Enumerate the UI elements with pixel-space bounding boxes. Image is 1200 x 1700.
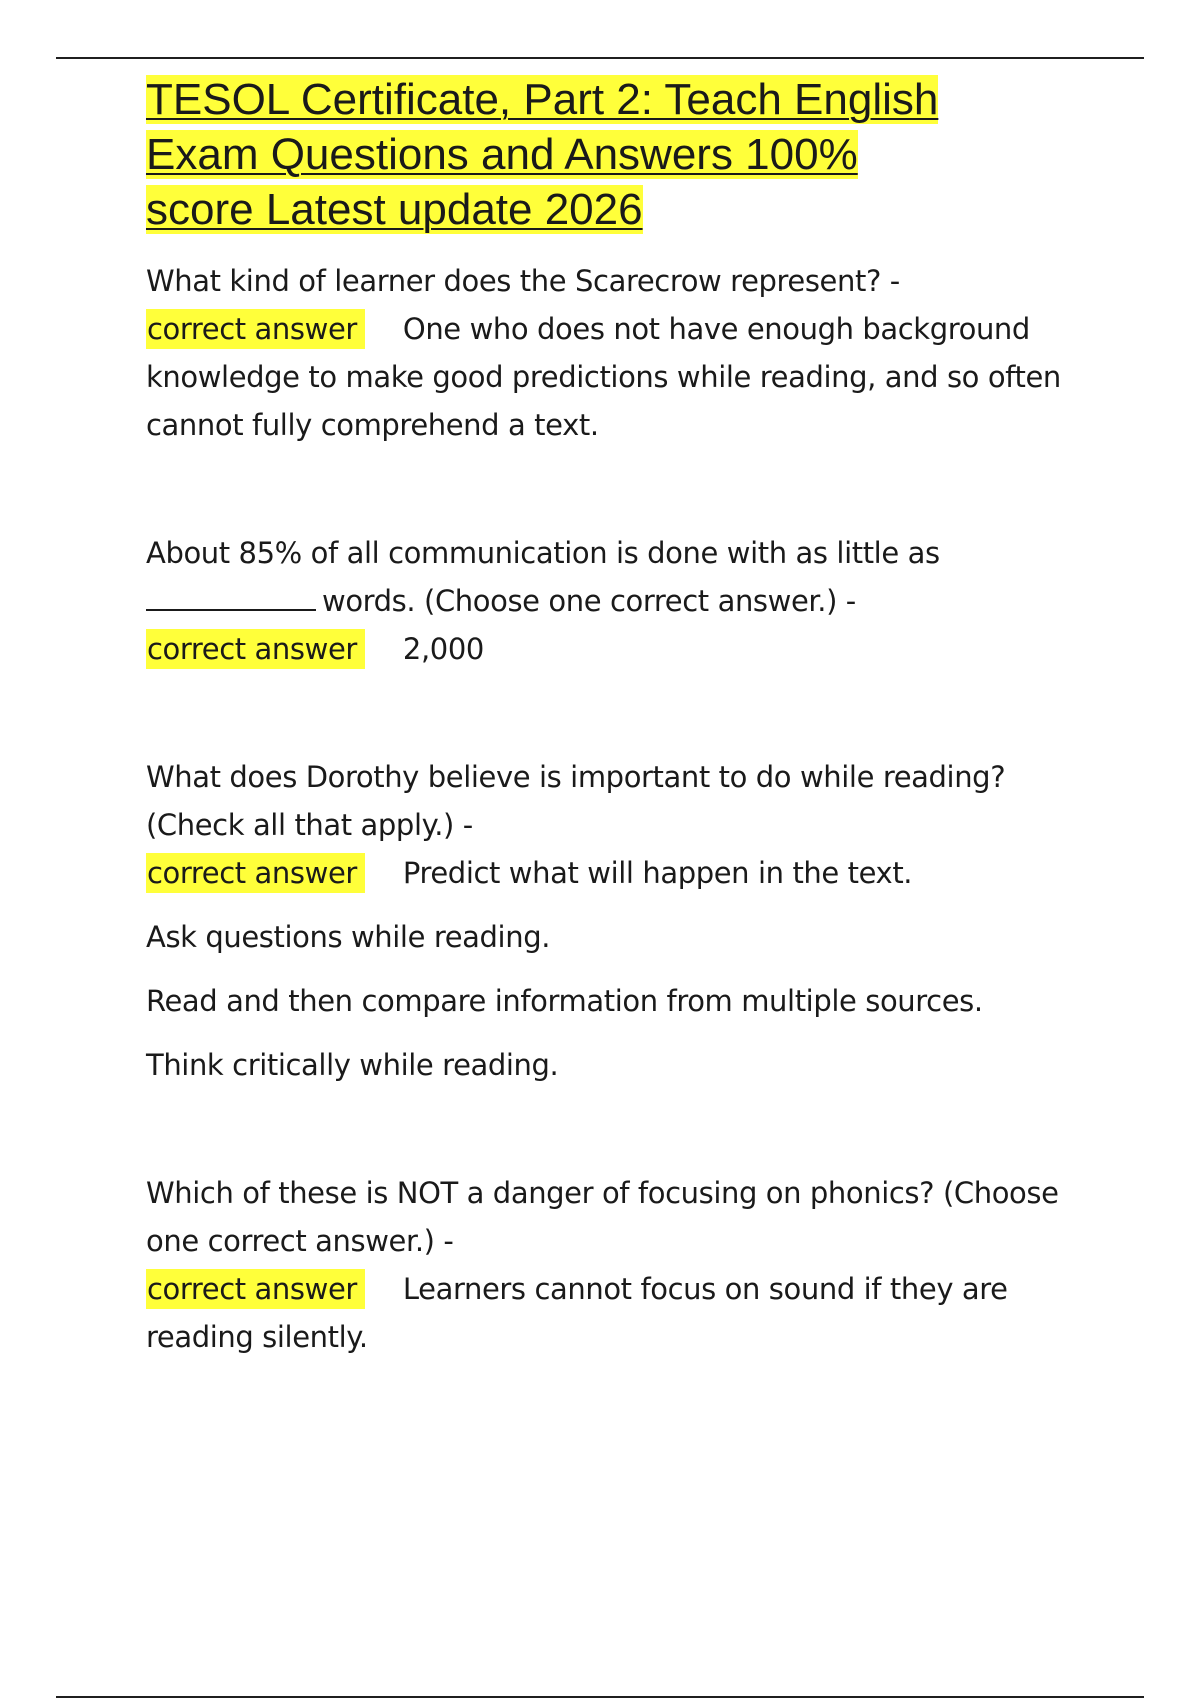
question-text-end: words. (Choose one correct answer.) - [322, 584, 856, 618]
title-line-3: score Latest update 2026 [146, 185, 643, 234]
fill-in-blank [146, 609, 316, 611]
top-rule [56, 57, 1144, 59]
title-line-1: TESOL Certificate, Part 2: Teach English [146, 75, 939, 124]
bottom-rule [56, 1696, 1144, 1698]
title-line-2: Exam Questions and Answers 100% [146, 130, 858, 179]
question-text: What does Dorothy believe is important to do while reading? (Check all that apply.) - [146, 760, 1006, 842]
correct-answer-label: correct answer [146, 629, 365, 669]
correct-answer-label: correct answer [146, 853, 365, 893]
question-text: About 85% of all communication is done with as little as [146, 536, 940, 570]
answer-text: Predict what will happen in the text. [402, 856, 913, 890]
answer-paragraph [146, 1265, 1066, 1361]
answer-text: 2,000 [402, 632, 484, 666]
question-text-continued [146, 577, 1066, 625]
answer-paragraph [146, 849, 1066, 897]
question-block-4 [146, 1169, 1066, 1361]
question-text: What kind of learner does the Scarecrow represent? - [146, 264, 900, 298]
document-title [146, 72, 1066, 237]
answer-paragraph [146, 305, 1066, 449]
answer-text: One who does not have enough background knowledge to make good predictions while reading, and so often cannot fully comprehend a text. [146, 312, 1061, 442]
answer-line: Think critically while reading. [146, 1048, 559, 1082]
question-text: Which of these is NOT a danger of focusing on phonics? (Choose one correct answer.) - [146, 1176, 1059, 1258]
answer-line: Read and then compare information from multiple sources. [146, 984, 983, 1018]
spacer [146, 1089, 1066, 1169]
document-body [146, 72, 1066, 1361]
spacer [146, 673, 1066, 753]
question-block-1 [146, 257, 1066, 449]
correct-answer-label: correct answer [146, 309, 365, 349]
spacer [146, 449, 1066, 529]
correct-answer-label: correct answer [146, 1269, 365, 1309]
answer-paragraph [146, 625, 1066, 673]
answer-line: Ask questions while reading. [146, 920, 551, 954]
answer-text: Learners cannot focus on sound if they are reading silently. [146, 1272, 1008, 1354]
question-block-3 [146, 753, 1066, 1089]
question-block-2 [146, 529, 1066, 673]
